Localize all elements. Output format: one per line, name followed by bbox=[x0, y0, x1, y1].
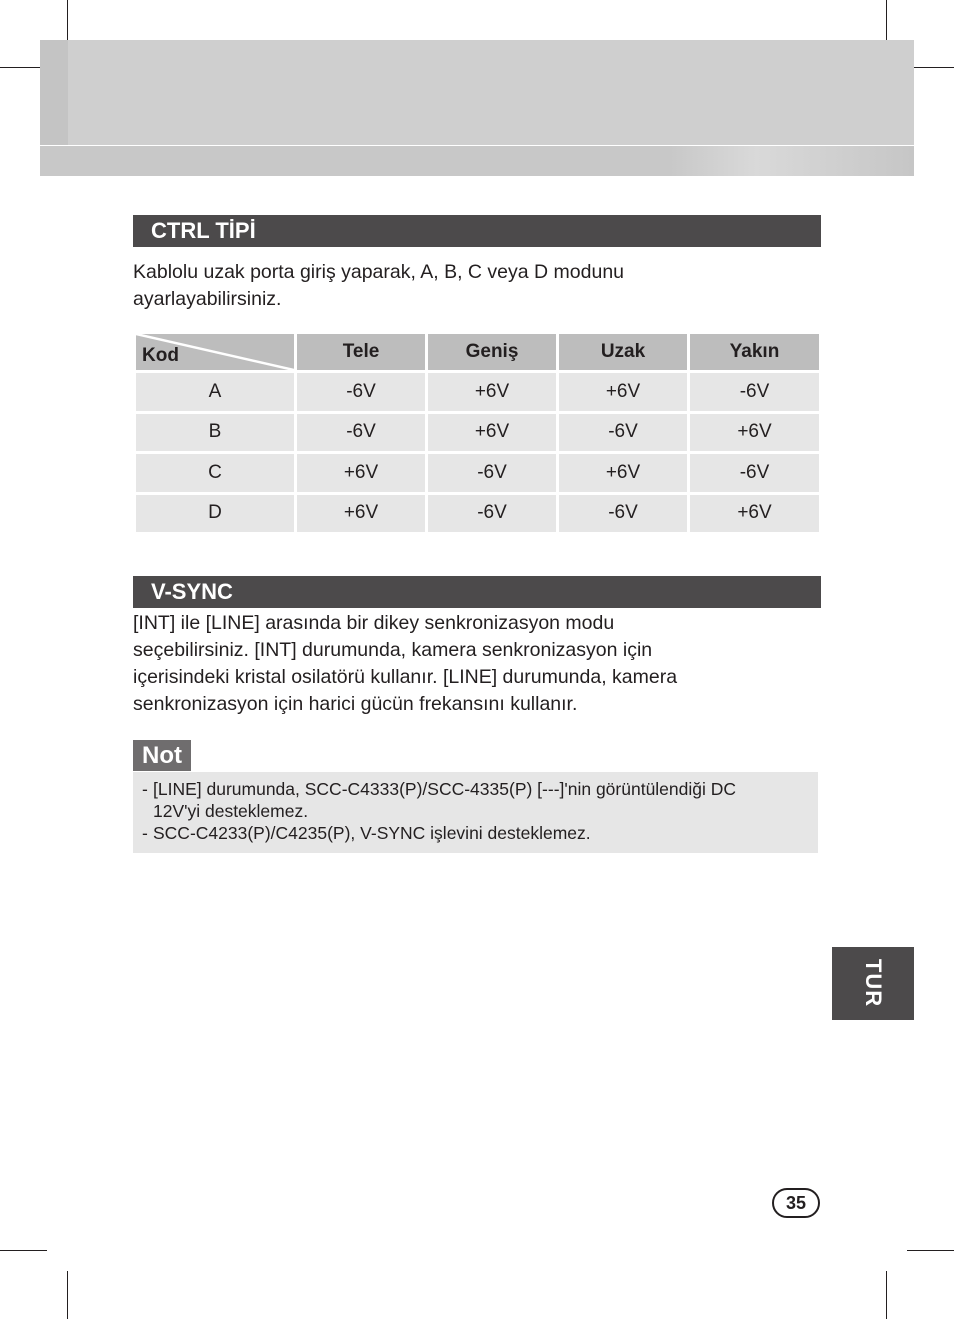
header-lower-strip bbox=[40, 146, 914, 176]
ctrl-type-heading: CTRL TİPİ bbox=[133, 215, 821, 247]
table-cell: -6V bbox=[559, 414, 687, 452]
table-cell: +6V bbox=[428, 414, 556, 452]
crop-mark bbox=[907, 67, 954, 68]
table-cell: -6V bbox=[559, 495, 687, 533]
description-line: seçebilirsiniz. [INT] durumunda, kamera senkronizasyon için bbox=[133, 639, 653, 661]
table-cell: +6V bbox=[690, 414, 819, 452]
ctrl-code-table bbox=[133, 331, 822, 535]
table-row bbox=[136, 414, 819, 452]
table-cell: +6V bbox=[559, 454, 687, 492]
column-header: Yakın bbox=[690, 334, 819, 370]
note-label: Not bbox=[133, 740, 191, 771]
language-tab bbox=[832, 947, 914, 1020]
vsync-heading: V-SYNC bbox=[133, 576, 821, 608]
table-cell: -6V bbox=[690, 454, 819, 492]
table-header-row bbox=[136, 334, 819, 370]
row-code: B bbox=[136, 414, 294, 452]
language-tab-label: TUR bbox=[861, 958, 886, 1008]
table-row bbox=[136, 373, 819, 411]
corner-label: Kod bbox=[142, 345, 179, 366]
row-code: C bbox=[136, 454, 294, 492]
table-cell: -6V bbox=[428, 495, 556, 533]
table-cell: -6V bbox=[297, 373, 425, 411]
crop-mark bbox=[886, 1271, 887, 1319]
table-row bbox=[136, 454, 819, 492]
note-dash: - bbox=[142, 823, 148, 843]
crop-mark bbox=[67, 1271, 68, 1319]
note-item bbox=[142, 778, 818, 822]
table-corner-header bbox=[136, 334, 294, 370]
note-text-continued: 12V'yi desteklemez. bbox=[153, 801, 309, 821]
table-cell: +6V bbox=[297, 495, 425, 533]
row-code: D bbox=[136, 495, 294, 533]
column-header: Uzak bbox=[559, 334, 687, 370]
column-header: Geniş bbox=[428, 334, 556, 370]
row-code: A bbox=[136, 373, 294, 411]
description-line: Kablolu uzak porta giriş yaparak, A, B, C veya D modunu bbox=[133, 261, 625, 283]
note-dash: - bbox=[142, 779, 148, 799]
ctrl-type-description bbox=[133, 259, 624, 313]
note-text: SCC-C4233(P)/C4235(P), V-SYNC işlevini desteklemez. bbox=[153, 823, 591, 843]
table-cell: -6V bbox=[297, 414, 425, 452]
header-band bbox=[40, 40, 914, 176]
table-cell: +6V bbox=[559, 373, 687, 411]
table-cell: +6V bbox=[297, 454, 425, 492]
crop-mark bbox=[0, 1250, 47, 1251]
description-line: ayarlayabilirsiniz. bbox=[133, 288, 282, 310]
table-cell: -6V bbox=[428, 454, 556, 492]
table-cell: +6V bbox=[428, 373, 556, 411]
note-text: [LINE] durumunda, SCC-C4333(P)/SCC-4335(P) [---]'nin görüntülendiği DC bbox=[153, 779, 737, 799]
page-number: 35 bbox=[772, 1188, 820, 1218]
vsync-description bbox=[133, 610, 677, 718]
column-header: Tele bbox=[297, 334, 425, 370]
table-cell: -6V bbox=[690, 373, 819, 411]
table-row bbox=[136, 495, 819, 533]
description-line: içerisindeki kristal osilatörü kullanır. [LINE] durumunda, kamera bbox=[133, 666, 678, 688]
description-line: [INT] ile [LINE] arasında bir dikey senkronizasyon modu bbox=[133, 612, 615, 634]
description-line: senkronizasyon için harici gücün frekansını kullanır. bbox=[133, 693, 578, 715]
note-box bbox=[133, 772, 818, 853]
crop-mark bbox=[907, 1250, 954, 1251]
note-item bbox=[142, 822, 818, 845]
table-cell: +6V bbox=[690, 495, 819, 533]
